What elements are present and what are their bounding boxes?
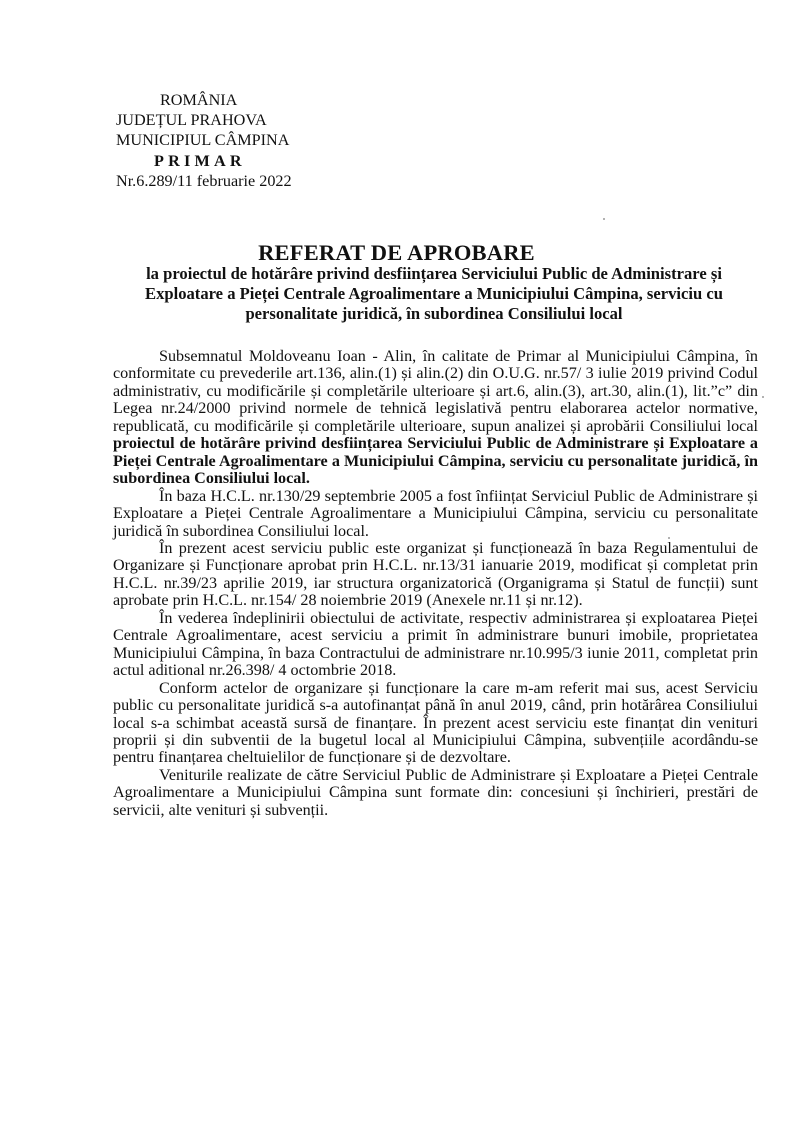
paragraph-2: În baza H.C.L. nr.130/29 septembrie 2005 a fost înființat Serviciul Public de Administrare și Exploatare a Pieței Centrale Agroalimentare a Municipiului Câmpina, serviciu cu personalitate juridică în subordinea Consiliului local. [113, 487, 758, 540]
letterhead-municipality: MUNICIPIUL CÂMPINA [116, 131, 290, 150]
letterhead-county: JUDEȚUL PRAHOVA [116, 111, 267, 130]
paragraph-6: Veniturile realizate de către Serviciul Public de Administrare și Exploatare a Pieței Centrale Agroalimentare a Municipiului Câmpina sunt formate din: concesiuni și închirieri, prestări de servicii, alte venituri și subvenții. [113, 766, 758, 819]
scan-speck [762, 396, 764, 398]
paragraph-1-text: Subsemnatul Moldoveanu Ioan - Alin, în calitate de Primar al Municipiului Câmpina, în conformitate cu prevederile art.136, alin.(1) și alin.(2) din O.U.G. nr.57/ 3 iulie 2019 privind Codul administrativ, cu modificările și completările ulterioare și art.6, alin.(3), art.30, alin.(1), lit.”c” din Legea nr.24/2000 privind normele de tehnică legislativă pentru elaborarea actelor normative, republicată, cu modificările și completările ulterioare, supun analizei și aprobării Consiliului local [113, 348, 758, 435]
letterhead-country: ROMÂNIA [160, 91, 238, 109]
paragraph-3: În prezent acest serviciu public este organizat și funcționează în baza Regulamentului de Organizare și Funcționare aprobat prin H.C.L. nr.13/31 ianuarie 2019, modificat și completat prin H.C.L. nr.39/23 aprilie 2019, iar structura organizatorică (Organigrama și Statul de funcții) sunt aprobate prin H.C.L. nr.154/ 28 noiembrie 2019 (Anexele nr.11 și nr.12). [113, 539, 758, 610]
paragraph-1-bold-text: proiectul de hotărâre privind desființarea Serviciului Public de Administrare și Exploatare a Pieței Centrale Agroalimentare a Municipiului Câmpina, serviciu cu personalitate juridică, în subordinea Consiliului local. [113, 435, 758, 488]
scan-speck [668, 537, 670, 539]
letterhead-office: PRIMAR [154, 151, 246, 170]
letterhead [116, 90, 292, 191]
paragraph-1 [113, 348, 758, 488]
paragraph-5: Conform actelor de organizare și funcționare la care m-am referit mai sus, acest Serviciu public cu personalitate juridică s-a autofinanțat până în anul 2019, când, prin hotărârea Consiliului local s-a schimbat această sursă de finanțare. În prezent acest serviciu este finanțat din venituri proprii și din subventii de la bugetul local al Municipiului Câmpina, subvențiile acordându-se pentru finanțarea cheltuielilor de funcționare și de dezvoltare. [113, 679, 758, 767]
paragraph-4: În vederea îndeplinirii obiectului de activitate, respectiv administrarea și exploatarea Pieței Centrale Agroalimentare, acest serviciu a primit în administrare bunuri imobile, proprietatea Municipiului Câmpina, în baza Contractului de administrare nr.10.995/3 iunie 2011, completat prin actul aditional nr.26.398/ 4 octombrie 2018. [113, 609, 758, 680]
registration-number: Nr.6.289/11 februarie 2022 [116, 171, 292, 190]
document-body [113, 348, 758, 819]
document-subtitle: la proiectul de hotărâre privind desființarea Serviciului Public de Administrare și Exploatare a Pieței Centrale Agroalimentare a Municipiului Câmpina, serviciu cu personalitate juridică, în subordinea Consiliului local [145, 264, 723, 324]
scan-speck [603, 218, 605, 220]
document-title: REFERAT DE APROBARE [258, 240, 535, 265]
